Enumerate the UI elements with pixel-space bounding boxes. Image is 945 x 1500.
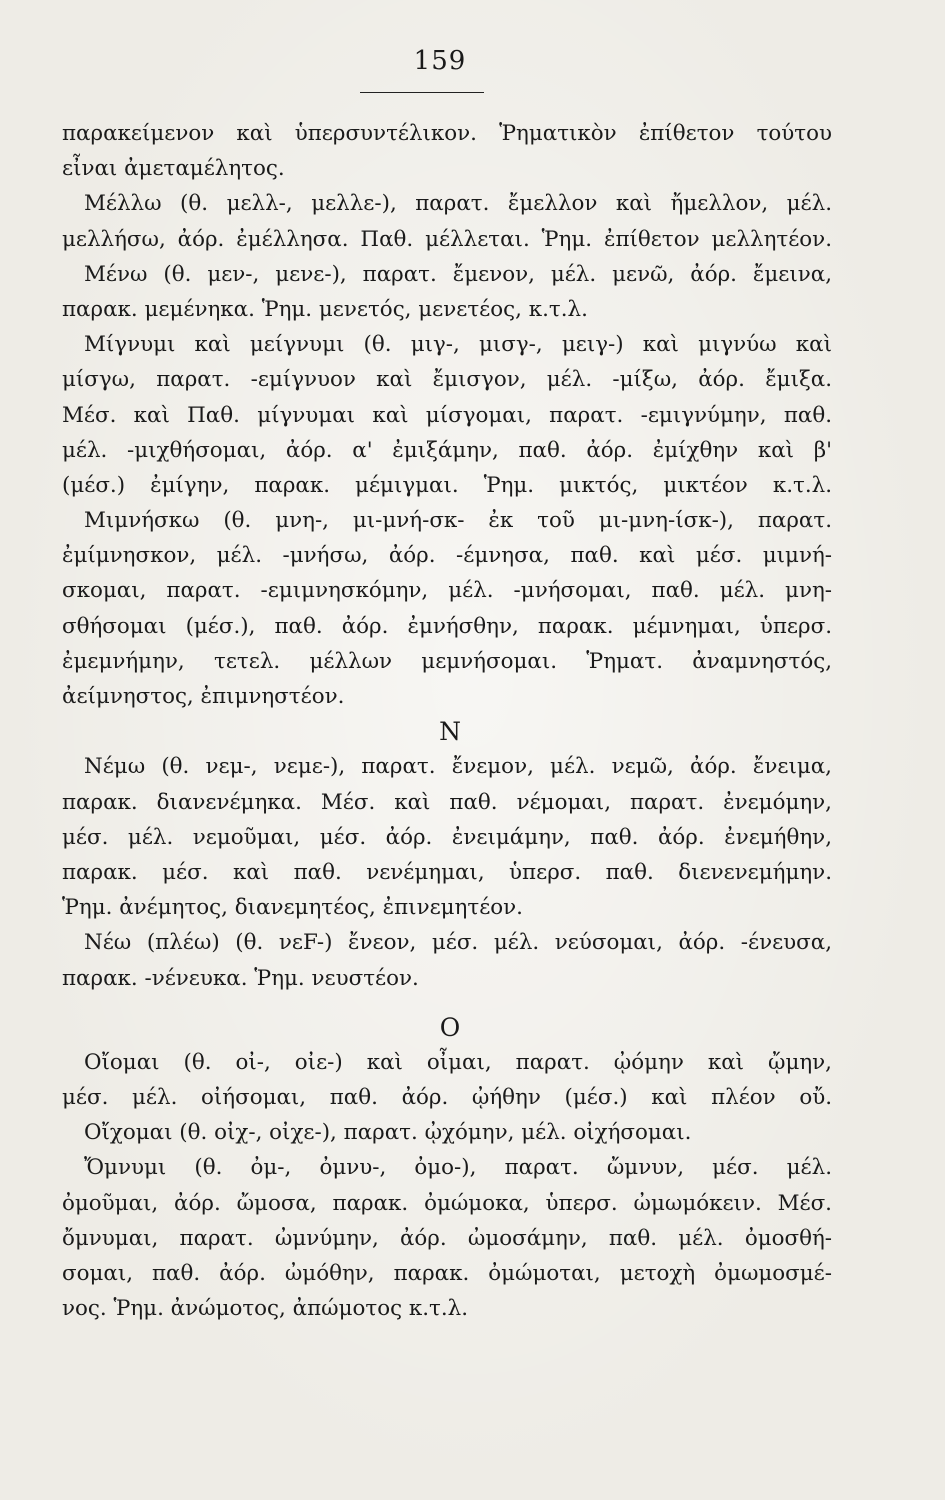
text-line: εἶναι ἀμεταμέλητος.: [62, 156, 285, 182]
section-heading-o: Ο: [439, 1012, 461, 1042]
text-line: παρακ. μέσ. καὶ παθ. νενέμημαι, ὑπερσ. παθ. διενενεμήμην.: [62, 859, 832, 885]
text-line: σομαι, παθ. ἀόρ. ὠμόθην, παρακ. ὀμώμοται, μετοχὴ ὀμωμοσμέ-: [62, 1261, 832, 1286]
text-line: σκομαι, παρατ. -εμιμνησκόμην, μέλ. -μνήσομαι, παθ. μέλ. μνη-: [62, 578, 832, 604]
text-line: ὄμνυμαι, παρατ. ὠμνύμην, ἀόρ. ὠμοσάμην, παθ. μέλ. ὀμοσθή-: [62, 1225, 832, 1251]
entry-omnymi: Ὄμνυμι (θ. ὀμ-, ὀμνυ-, ὀμο-), παρατ. ὤμνυν, μέσ. μέλ.: [84, 1155, 832, 1181]
section-gap: [62, 996, 832, 1010]
text-line: ἐμεμνήμην, τετελ. μέλλων μεμνήσομαι. Ῥηματ. ἀναμνηστός,: [62, 648, 832, 674]
entry-oiomai: Οἴομαι (θ. οἰ-, οἰε-) καὶ οἶμαι, παρατ. ᾠόμην καὶ ᾤμην,: [84, 1049, 832, 1075]
text-line: μέλ. -μιχθήσομαι, ἀόρ. α' ἐμιξάμην, παθ. ἀόρ. ἐμίχθην καὶ β': [62, 437, 832, 463]
entry-mimnesko: Μιμνήσκω (θ. μνη-, μι-μνή-σκ- ἐκ τοῦ μι-μνη-ίσκ-), παρατ.: [84, 508, 832, 534]
section-heading-n: Ν: [439, 717, 461, 747]
text-line: (μέσ.) ἐμίγην, παρακ. μέμιγμαι. Ῥημ. μικτός, μικτέον κ.τ.λ.: [62, 472, 832, 498]
entry-nemo: Νέμω (θ. νεμ-, νεμε-), παρατ. ἔνεμον, μέλ. νεμῶ, ἀόρ. ἔνειμα,: [84, 754, 832, 780]
entry-mignymi: Μίγνυμι καὶ μείγνυμι (θ. μιγ-, μισγ-, μειγ-) καὶ μιγνύω καὶ: [84, 332, 832, 358]
entry-oichomai: Οἴχομαι (θ. οἰχ-, οἰχε-), παρατ. ᾠχόμην, μέλ. οἰχήσομαι.: [84, 1120, 692, 1146]
text-line: παρακ. μεμένηκα. Ῥημ. μενετός, μενετέος, κ.τ.λ.: [62, 296, 588, 322]
header-rule: [360, 92, 484, 93]
text-line: ἀείμνηστος, ἐπιμνηστέον.: [62, 684, 345, 709]
text-line: παρακείμενον καὶ ὑπερσυντέλικον. Ῥηματικὸν ἐπίθετον τούτου: [62, 121, 832, 146]
entry-neo: Νέω (πλέω) (θ. νεF-) ἔνεον, μέσ. μέλ. νεύσομαι, ἀόρ. -ένευσα,: [84, 930, 832, 956]
text-line: Μέσ. καὶ Παθ. μίγνυμαι καὶ μίσγομαι, παρατ. -εμιγνύμην, παθ.: [62, 402, 832, 428]
text-line: σθήσομαι (μέσ.), παθ. ἀόρ. ἐμνήσθην, παρακ. μέμνημαι, ὑπερσ.: [62, 613, 832, 639]
entry-meno: Μένω (θ. μεν-, μενε-), παρατ. ἔμενον, μέλ. μενῶ, ἀόρ. ἔμεινα,: [84, 261, 832, 287]
entry-mello: Μέλλω (θ. μελλ-, μελλε-), παρατ. ἔμελλον καὶ ἤμελλον, μέλ.: [84, 191, 832, 217]
text-line: Ῥημ. ἀνέμητος, διανεμητέος, ἐπινεμητέον.: [62, 895, 523, 921]
text-line: μέσ. μέλ. νεμοῦμαι, μέσ. ἀόρ. ἐνειμάμην, παθ. ἀόρ. ἐνεμήθην,: [62, 824, 832, 850]
body-text: [62, 116, 832, 1326]
page-number: 159: [413, 46, 467, 76]
text-line: ὀμοῦμαι, ἀόρ. ὤμοσα, παρακ. ὀμώμοκα, ὑπερσ. ὠμωμόκειν. Μέσ.: [62, 1190, 832, 1216]
text-line: παρακ. διανενέμηκα. Μέσ. καὶ παθ. νέμομαι, παρατ. ἐνεμόμην,: [62, 789, 832, 815]
text-line: ἐμίμνησκον, μέλ. -μνήσω, ἀόρ. -έμνησα, παθ. καὶ μέσ. μιμνή-: [62, 543, 832, 569]
text-line: παρακ. -νένευκα. Ῥημ. νευστέον.: [62, 965, 419, 991]
text-line: μέσ. μέλ. οἰήσομαι, παθ. ἀόρ. ᾠήθην (μέσ.) καὶ πλέον οὔ.: [62, 1085, 832, 1111]
text-line: μίσγω, παρατ. -εμίγνυον καὶ ἔμισγον, μέλ. -μίξω, ἀόρ. ἔμιξα.: [62, 367, 832, 393]
text-line: νος. Ῥημ. ἀνώμοτος, ἀπώμοτος κ.τ.λ.: [62, 1296, 469, 1322]
text-line: μελλήσω, ἀόρ. ἐμέλλησα. Παθ. μέλλεται. Ῥημ. ἐπίθετον μελλητέον.: [62, 226, 832, 252]
